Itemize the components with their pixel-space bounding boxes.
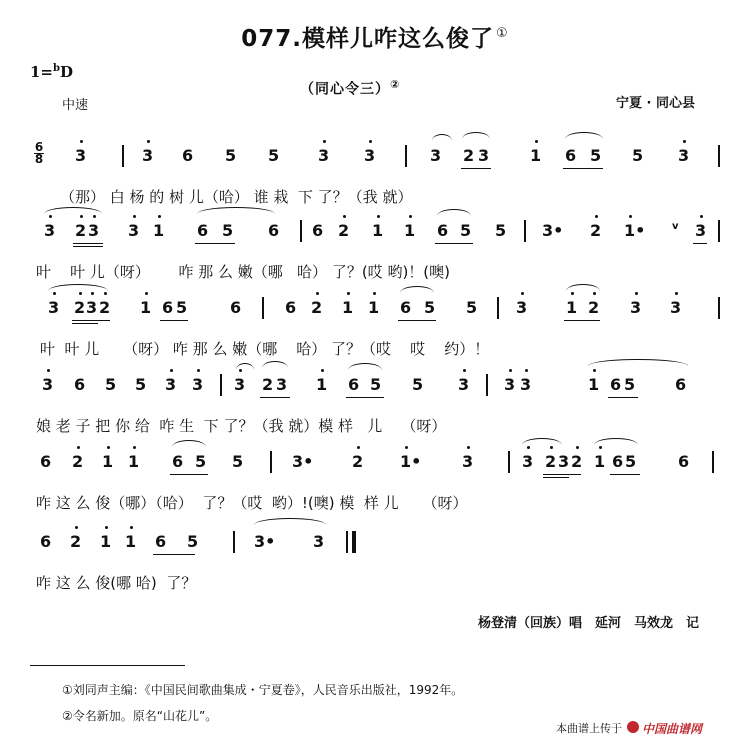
barline <box>405 145 407 167</box>
note: 1• <box>624 221 646 240</box>
note: 3 <box>364 146 376 165</box>
note: 5 <box>495 221 507 240</box>
time-signature: 6 8 <box>34 140 44 166</box>
note: 6 <box>197 221 209 240</box>
note: 5 <box>225 146 237 165</box>
note: 5 <box>232 452 244 471</box>
note: 5 <box>625 452 637 471</box>
song-title: 077.模样儿咋这么俊了 ① <box>241 26 509 52</box>
note: 3 <box>670 298 682 317</box>
note: 6 <box>400 298 412 317</box>
note: 2 <box>99 298 111 317</box>
note: 3 <box>458 375 470 394</box>
note: 1• <box>400 452 422 471</box>
note: 6 <box>348 375 360 394</box>
note: 2 <box>311 298 323 317</box>
note: 5 <box>268 146 280 165</box>
note: 6 <box>40 452 52 471</box>
barline <box>122 145 124 167</box>
note: 5 <box>105 375 117 394</box>
note: 3 <box>128 221 140 240</box>
note: 1 <box>566 298 578 317</box>
note: 5 <box>466 298 478 317</box>
note: 6 <box>74 375 86 394</box>
note: 1 <box>316 375 328 394</box>
note: 5 <box>412 375 424 394</box>
note: 5 <box>424 298 436 317</box>
note: 5 <box>135 375 147 394</box>
note: 6 <box>155 532 167 551</box>
note: 1 <box>100 532 112 551</box>
site-logo-icon <box>627 721 639 733</box>
note: 3 <box>88 221 100 240</box>
note: 3 <box>165 375 177 394</box>
note: 1 <box>588 375 600 394</box>
note: 3• <box>254 532 276 551</box>
note: 1 <box>342 298 354 317</box>
note: 6 <box>612 452 624 471</box>
lyrics-line: 咋 这 么 俊(哪 哈) 了？ <box>36 574 197 592</box>
note: 5 <box>187 532 199 551</box>
note: 6 <box>162 298 174 317</box>
note: 5 <box>222 221 234 240</box>
note: 1 <box>102 452 114 471</box>
note: 1 <box>372 221 384 240</box>
site-logo-text[interactable]: 中国曲谱网 <box>642 722 703 736</box>
note: 1 <box>128 452 140 471</box>
barline <box>718 145 720 167</box>
note: 6 <box>182 146 194 165</box>
note: 2 <box>571 452 583 471</box>
note: 1 <box>404 221 416 240</box>
note: 6 <box>268 221 280 240</box>
note: 5 <box>176 298 188 317</box>
lyrics-line: 叶 叶 儿（呀） 咋 那 么 嫩（哪 哈） 了？(哎 哟)！(噢) <box>36 263 451 281</box>
note: 1 <box>125 532 137 551</box>
note: 3• <box>292 452 314 471</box>
note: 3 <box>504 375 516 394</box>
note: 3 <box>630 298 642 317</box>
note: 3 <box>42 375 54 394</box>
barline <box>233 531 235 553</box>
note: 5 <box>624 375 636 394</box>
note: 3 <box>430 146 442 165</box>
note: 2 <box>75 221 87 240</box>
note: 6 <box>285 298 297 317</box>
note: 3• <box>542 221 564 240</box>
footnote-divider <box>30 665 185 666</box>
barline <box>524 220 526 242</box>
key-signature: 1=$^b$D <box>30 63 74 81</box>
barline <box>486 374 488 396</box>
note: 3 <box>462 452 474 471</box>
footnote-1: ①刘同声主编：《中国民间歌曲集成・宁夏卷》，人民音乐出版社，1992年。 <box>62 683 464 697</box>
note: 1 <box>140 298 152 317</box>
barline <box>508 451 510 473</box>
note: 3 <box>520 375 532 394</box>
barline <box>712 451 714 473</box>
note: 5 <box>195 452 207 471</box>
barline <box>300 220 302 242</box>
performer-credits: 杨登清（回族）唱 延河 马效龙 记 <box>478 616 700 631</box>
lyrics-line: 娘 老 子 把 你 给 咋 生 下 了？（我 就）模 样 儿 （呀） <box>36 417 447 435</box>
note: 5 <box>632 146 644 165</box>
note: 3 <box>44 221 56 240</box>
note: 1 <box>530 146 542 165</box>
note: 3 <box>234 375 246 394</box>
barline <box>718 297 720 319</box>
note: 3 <box>313 532 325 551</box>
note: 5 <box>460 221 472 240</box>
tempo-marking: 中速 <box>62 98 89 113</box>
note: 2 <box>545 452 557 471</box>
note: 2 <box>352 452 364 471</box>
note: 3 <box>86 298 98 317</box>
barline <box>718 220 720 242</box>
note: 5 <box>370 375 382 394</box>
note: 6 <box>565 146 577 165</box>
note: 2 <box>262 375 274 394</box>
note: 3 <box>678 146 690 165</box>
note: 2 <box>70 532 82 551</box>
note: 1 <box>153 221 165 240</box>
note: 3 <box>522 452 534 471</box>
note: 2 <box>72 452 84 471</box>
note: 6 <box>610 375 622 394</box>
note: 3 <box>75 146 87 165</box>
note: 3 <box>276 375 288 394</box>
note: 6 <box>230 298 242 317</box>
barline <box>497 297 499 319</box>
barline <box>262 297 264 319</box>
note: 1 <box>368 298 380 317</box>
note: 3 <box>478 146 490 165</box>
lyrics-line: （那） 白 杨 的 树 儿（哈） 谁 栽 下 了？（我 就） <box>60 188 413 206</box>
note: 2 <box>588 298 600 317</box>
final-barline <box>346 531 353 553</box>
note: 6 <box>437 221 449 240</box>
note: 6 <box>172 452 184 471</box>
note: 3 <box>516 298 528 317</box>
note: 5 <box>590 146 602 165</box>
note: 3 <box>48 298 60 317</box>
note: 3 <box>142 146 154 165</box>
lyrics-line: 叶 叶 儿 （呀） 咋 那 么 嫩（哪 哈） 了？（哎 哎 约）！ <box>40 340 490 358</box>
upload-note: 本曲谱上传于 <box>556 722 622 735</box>
note: 6 <box>675 375 687 394</box>
note: 3 <box>695 221 707 240</box>
note: 2 <box>590 221 602 240</box>
region-label: 宁夏 · 同心县 <box>616 96 695 111</box>
note: 2 <box>338 221 350 240</box>
tune-name: （同心令三）② <box>300 78 401 98</box>
note: 6 <box>312 221 324 240</box>
note: 3 <box>558 452 570 471</box>
note: 6 <box>678 452 690 471</box>
note: 3 <box>318 146 330 165</box>
note: 6 <box>40 532 52 551</box>
note: 3 <box>192 375 204 394</box>
note: 2 <box>74 298 86 317</box>
barline <box>270 451 272 473</box>
barline <box>220 374 222 396</box>
footnote-2: ②令名新加。原名“山花儿”。 <box>62 709 218 723</box>
lyrics-line: 咋 这 么 俊（哪）（哈） 了？（哎 哟）!(噢) 模 样 儿 （呀） <box>36 494 468 512</box>
note: 1 <box>594 452 606 471</box>
note: 2 <box>463 146 475 165</box>
